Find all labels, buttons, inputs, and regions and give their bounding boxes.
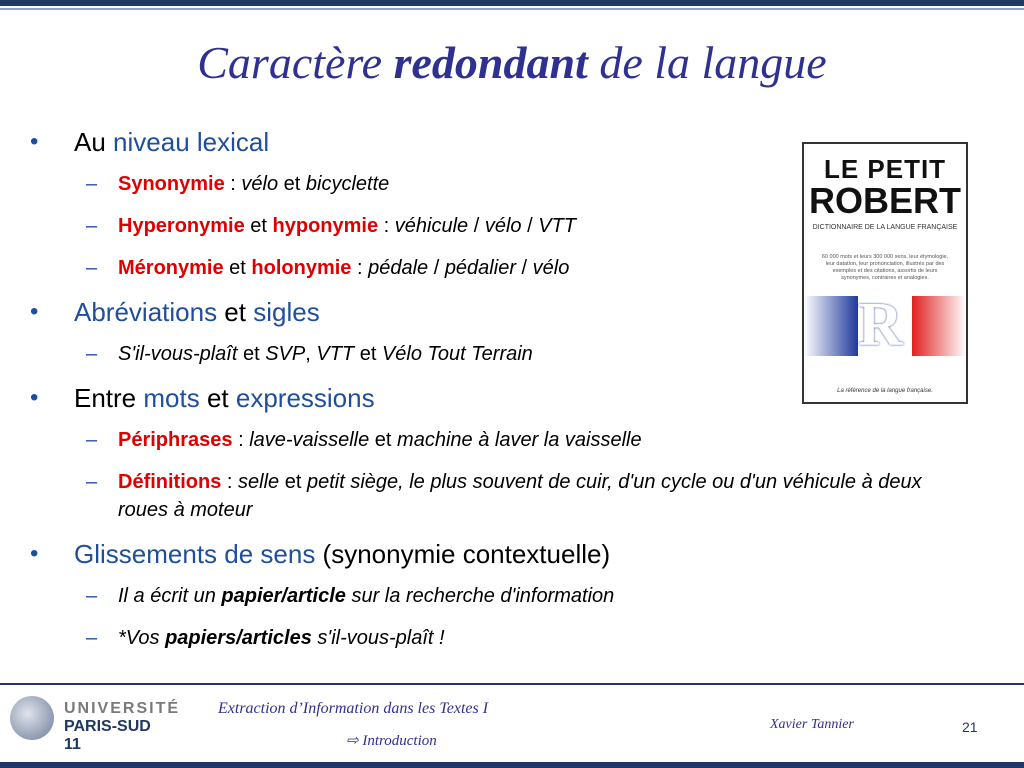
university-emblem-icon	[10, 696, 54, 740]
dash-icon: –	[86, 429, 98, 451]
book-title-line1: LE PETIT	[823, 154, 947, 184]
university-logo	[10, 696, 181, 753]
arrow-right-icon: ⇨	[346, 733, 359, 749]
footer-section-label: Introduction	[362, 733, 437, 749]
dash-icon: –	[86, 585, 98, 607]
petit-robert-cover-image	[802, 142, 968, 404]
bullet-dot-icon: •	[30, 540, 39, 567]
sub-bullet-sigles: – S'il-vous-plaît et SVP, VTT et Vélo Tout Terrain	[30, 340, 990, 368]
robert-r-logo: R	[858, 291, 903, 359]
top-border	[0, 0, 1024, 6]
flag-red	[912, 296, 966, 356]
dash-icon: –	[86, 215, 98, 237]
bullet-mots-expressions: • Entre mots et expressions	[30, 383, 375, 413]
sub-bullet-papier: – Il a écrit un papier/article sur la recherche d'information	[30, 582, 990, 610]
bullet-glissements: • Glissements de sens (synonymie contextuelle)	[30, 539, 611, 569]
book-blurb: 60 000 mots et leurs 300 000 sens, leur étymologie, leur datation, leur prononciation, illustrés par des exemples et des citations, assortis de leurs synonymes, contraires et analogies.	[821, 254, 949, 281]
bullet-abreviations: • Abréviations et sigles	[30, 297, 320, 327]
title-part-1: Caractère	[197, 37, 394, 88]
bottom-border	[0, 762, 1024, 768]
title-part-2: de la langue	[587, 37, 827, 88]
bullet-dot-icon: •	[30, 128, 39, 155]
bullet-dot-icon: •	[30, 298, 39, 325]
dash-icon: –	[86, 471, 98, 493]
book-tagline: La référence de la langue française.	[837, 388, 933, 394]
title-bold: redondant	[393, 37, 588, 88]
book-subtitle: DICTIONNAIRE DE LA LANGUE FRANÇAISE	[812, 224, 958, 231]
book-title-line2: ROBERT	[809, 180, 961, 221]
dash-icon: –	[86, 627, 98, 649]
logo-text-universite: UNIVERSITÉ	[64, 700, 181, 717]
page-number: 21	[962, 719, 978, 735]
footer-course-title: Extraction d’Information dans les Textes I	[218, 700, 489, 717]
dash-icon: –	[86, 173, 98, 195]
footer-section	[346, 731, 437, 750]
slide-title	[0, 36, 1024, 89]
sub-bullet-papiers: – *Vos papiers/articles s'il-vous-plaît !	[30, 624, 990, 652]
dash-icon: –	[86, 343, 98, 365]
footer-author: Xavier Tannier	[770, 717, 854, 732]
logo-text-paris-sud: PARIS-SUD 11	[64, 718, 151, 753]
sub-bullet-definitions: – Définitions : selle et petit siège, le plus souvent de cuir, d'un cycle ou d'un véhicule à deux roues à moteur	[30, 468, 990, 524]
footer-border	[0, 683, 1024, 685]
bullet-niveau-lexical: • Au niveau lexical	[30, 127, 270, 157]
flag-blue	[804, 296, 858, 356]
bullet-dot-icon: •	[30, 384, 39, 411]
top-border-thin	[0, 8, 1024, 10]
dash-icon: –	[86, 257, 98, 279]
sub-bullet-meronymie: – Méronymie et holonymie : pédale / pédalier / vélo	[30, 254, 990, 282]
sub-bullet-periphrases: – Périphrases : lave-vaisselle et machine à laver la vaisselle	[30, 426, 990, 454]
sub-bullet-synonymie: – Synonymie : vélo et bicyclette	[30, 170, 990, 198]
sub-bullet-hyperonymie: – Hyperonymie et hyponymie : véhicule / vélo / VTT	[30, 212, 990, 240]
